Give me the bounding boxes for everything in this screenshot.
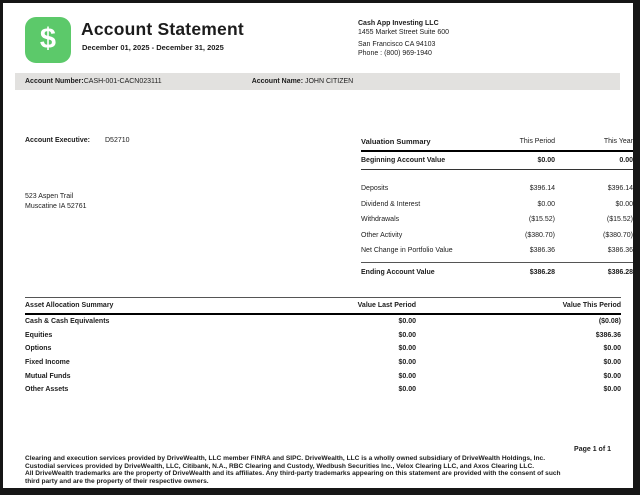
row-year-value: ($15.52) [606,216,633,224]
page-number: Page 1 of 1 [574,446,611,453]
company-city: San Francisco CA 94103 [358,41,436,48]
row-label: Dividend & Interest [361,200,421,208]
company-address-block [358,19,449,58]
account-info-bar [15,73,620,90]
asset-row-other-assets [25,383,621,397]
valuation-row-deposits [361,181,633,197]
ending-account-value-row [361,263,633,283]
page-title: Account Statement [81,19,244,39]
account-executive-row [25,137,130,144]
valuation-row-dividend [361,197,633,213]
customer-mailing-address [25,192,87,212]
row-this-value: ($0.08) [598,318,621,326]
row-last-value: $0.00 [398,318,416,326]
row-label: Ending Account Value [361,269,435,276]
valuation-row-net-change [361,243,633,259]
company-street: 1455 Market Street Suite 600 [358,29,450,36]
customer-city: Muscatine IA 52761 [25,203,87,210]
asset-row-cash [25,315,621,329]
account-name [252,78,354,85]
row-period-value: ($15.52) [528,216,555,224]
row-label: Deposits [361,185,389,193]
asset-allocation-header [25,297,621,315]
statement-page [1,1,635,490]
row-last-value: $0.00 [398,345,416,353]
col-this-period: This Period [519,138,555,145]
cash-app-logo-icon [25,17,71,63]
company-name: Cash App Investing LLC [358,20,439,27]
row-year-value: $386.28 [607,269,633,276]
row-label: Other Assets [25,386,69,394]
row-period-value: $396.14 [529,185,555,193]
col-this-year: This Year [603,138,633,145]
company-phone: Phone : (800) 969-1940 [358,50,432,57]
row-label: Fixed Income [25,359,70,367]
asset-row-equities [25,329,621,343]
disclaimer-clearing: Clearing and execution services provided by DriveWealth, LLC member FINRA and SIPC. DriveWealth, LLC is a wholly owned subsidiary of DriveWealth Holdings, Inc. Custodial services provided by DriveWealth, LLC, Citibank, N.A., RBC Clearing and Custody, Wedbush Securities Inc., Velox Clearing LLC, and Axos Clearing LLC. [25,455,546,470]
row-label: Equities [25,331,53,339]
row-period-value: $0.00 [537,157,555,164]
row-year-value: $396.14 [607,185,633,193]
dollar-sign-icon: $ [39,22,57,55]
row-last-value: $0.00 [398,386,416,394]
account-number [25,78,162,85]
disclaimer-trademarks: All DriveWealth trademarks are the property of DriveWealth and its affiliates. Any third-party trademarks appearing on this statement are provided with the consent of such third party and are the property of their respective owners. [25,470,561,485]
row-label: Mutual Funds [25,372,71,380]
customer-street: 523 Aspen Trail [25,193,74,200]
col-value-this-period: Value This Period [562,302,621,309]
asset-allocation-table [25,297,621,397]
row-label: Other Activity [361,231,403,239]
valuation-summary-header [361,133,633,152]
row-label: Net Change in Portfolio Value [361,247,453,255]
row-period-value: ($380.70) [525,231,555,239]
row-last-value: $0.00 [398,372,416,380]
row-label: Beginning Account Value [361,157,446,164]
account-executive-value: D52710 [105,137,130,144]
valuation-summary-table [361,133,633,283]
statement-period: December 01, 2025 - December 31, 2025 [82,43,224,52]
account-number-value: CASH-001-CACN023111 [83,78,162,85]
account-number-label: Account Number: [25,78,84,85]
row-year-value: 0.00 [619,157,633,164]
row-this-value: $0.00 [603,359,621,367]
row-year-value: ($380.70) [603,231,633,239]
col-value-last-period: Value Last Period [357,302,416,309]
asset-row-mutual-funds [25,369,621,383]
row-this-value: $386.36 [595,331,621,339]
row-period-value: $386.28 [529,269,555,276]
valuation-summary-title: Valuation Summary [361,137,431,146]
asset-allocation-title: Asset Allocation Summary [25,302,114,309]
row-last-value: $0.00 [398,359,416,367]
row-last-value: $0.00 [398,331,416,339]
row-label: Withdrawals [361,216,400,224]
row-label: Options [25,345,52,353]
row-this-value: $0.00 [603,345,621,353]
asset-row-fixed-income [25,356,621,370]
valuation-row-other-activity [361,228,633,244]
row-this-value: $0.00 [603,372,621,380]
row-year-value: $386.36 [607,247,633,255]
valuation-row-withdrawals [361,212,633,228]
account-name-value: JOHN CITIZEN [304,78,354,85]
row-label: Cash & Cash Equivalents [25,318,110,326]
row-period-value: $0.00 [537,200,555,208]
beginning-account-value-row [361,152,633,170]
row-period-value: $386.36 [529,247,555,255]
account-executive-label: Account Executive: [25,137,90,144]
asset-row-options [25,342,621,356]
row-this-value: $0.00 [603,386,621,394]
row-year-value: $0.00 [615,200,633,208]
legal-disclaimer [25,455,567,485]
account-name-label: Account Name: [251,78,305,85]
